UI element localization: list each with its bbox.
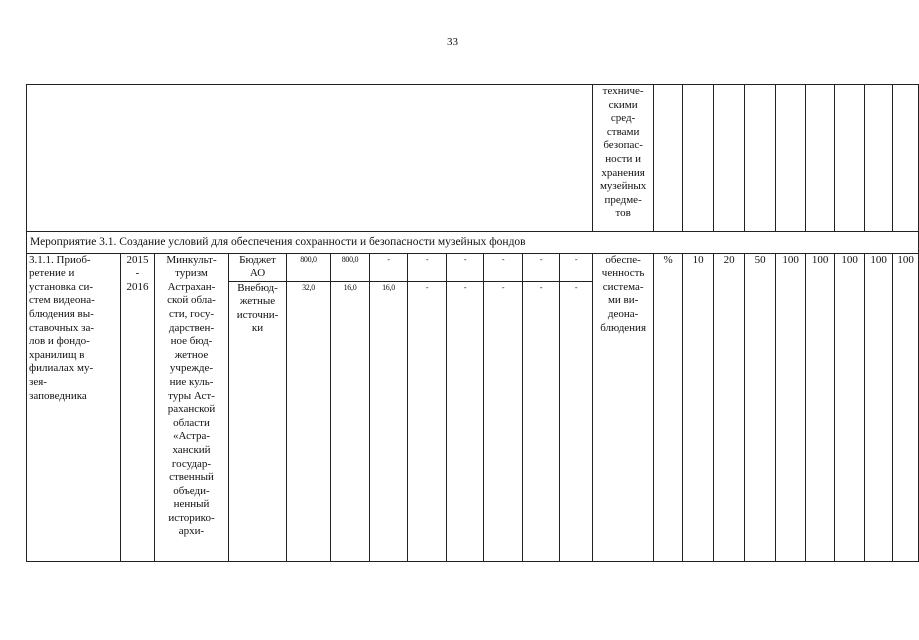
target-cell [683,253,714,561]
value-budget: 800,0 [300,254,317,264]
period: 2015 - 2016 [126,253,149,293]
value-budget: - [387,254,390,264]
indicator: обеспе- ченность система- ми ви- деона- блюдения [600,253,647,334]
value-cell [408,253,447,561]
period-cell [121,253,155,561]
source-cell [229,253,287,561]
value-cell [560,253,593,561]
indicator-cell [593,253,654,561]
event-heading-row [27,232,919,254]
value-extra: - [501,282,505,292]
value-budget: 800,0 [341,254,359,264]
value-cell [447,253,484,561]
value-budget: - [539,254,543,264]
target-value: 10 [692,253,704,266]
value-cell [523,253,560,561]
target-value: 100 [811,253,829,266]
activity-name-cell [27,253,121,561]
continued-indicator-cell [593,85,654,232]
target-value: 100 [897,253,914,266]
unit: % [663,253,673,266]
continued-target-cell [776,85,806,232]
target-value: 100 [841,253,858,266]
value-cell [287,253,331,561]
target-cell [835,253,865,561]
executor: Минкульт- туризм Астрахан- ской обла- сти, госу- дарствен- ное бюд- жетное учрежде- ние куль- туры Аст- раханской области «Астра- ханский государ- ственный объеди- ненный историко- архи- [166,253,217,538]
value-budget: - [463,254,467,264]
activity-name: 3.1.1. Приоб- ретение и установка си- стем видеона- блюдения вы- ставочных за- лов и фондо- хранилищ в филиалах му- зея- заповедника [29,253,95,402]
target-cell [714,253,745,561]
value-budget: - [574,254,578,264]
continued-target-cell [865,85,893,232]
value-budget: - [425,254,429,264]
executor-cell [155,253,229,561]
continued-unit-cell [654,85,683,232]
continued-target-cell [893,85,919,232]
target-value: 100 [870,253,887,266]
target-cell [745,253,776,561]
target-cell [776,253,806,561]
value-extra: - [425,282,429,292]
value-cell [484,253,523,561]
funding-source-1: Бюджет АО [239,253,276,280]
target-value: 100 [782,253,799,266]
continued-target-cell [835,85,865,232]
value-extra: - [539,282,543,292]
value-extra: 32,0 [302,282,315,292]
funding-source-2: Внебюд- жетные источни- ки [236,281,279,335]
target-value: 50 [754,253,766,266]
value-extra: 16,0 [382,282,395,292]
value-extra: 16,0 [343,282,357,292]
target-value: 20 [723,253,735,266]
continued-target-cell [745,85,776,232]
value-cell [331,253,370,561]
unit-cell [654,253,683,561]
continued-target-cell [806,85,835,232]
target-cell [893,253,919,561]
continued-empty-cell [27,85,593,232]
page-number: 33 [447,36,458,48]
program-table [26,84,919,562]
event-heading: Мероприятие 3.1. Создание условий для обеспечения сохранности и безопасности музейных фондов [27,232,919,254]
value-extra: - [463,282,467,292]
continued-target-cell [683,85,714,232]
target-cell [865,253,893,561]
value-cell [370,253,408,561]
value-extra: - [574,282,578,292]
continued-target-cell [714,85,745,232]
continued-row [27,85,919,232]
value-budget: - [501,254,505,264]
activity-row [27,253,919,561]
continued-indicator-text: техниче- скими сред- ствами безопас- ности и хранения музейных предме- тов [599,85,647,220]
target-cell [806,253,835,561]
